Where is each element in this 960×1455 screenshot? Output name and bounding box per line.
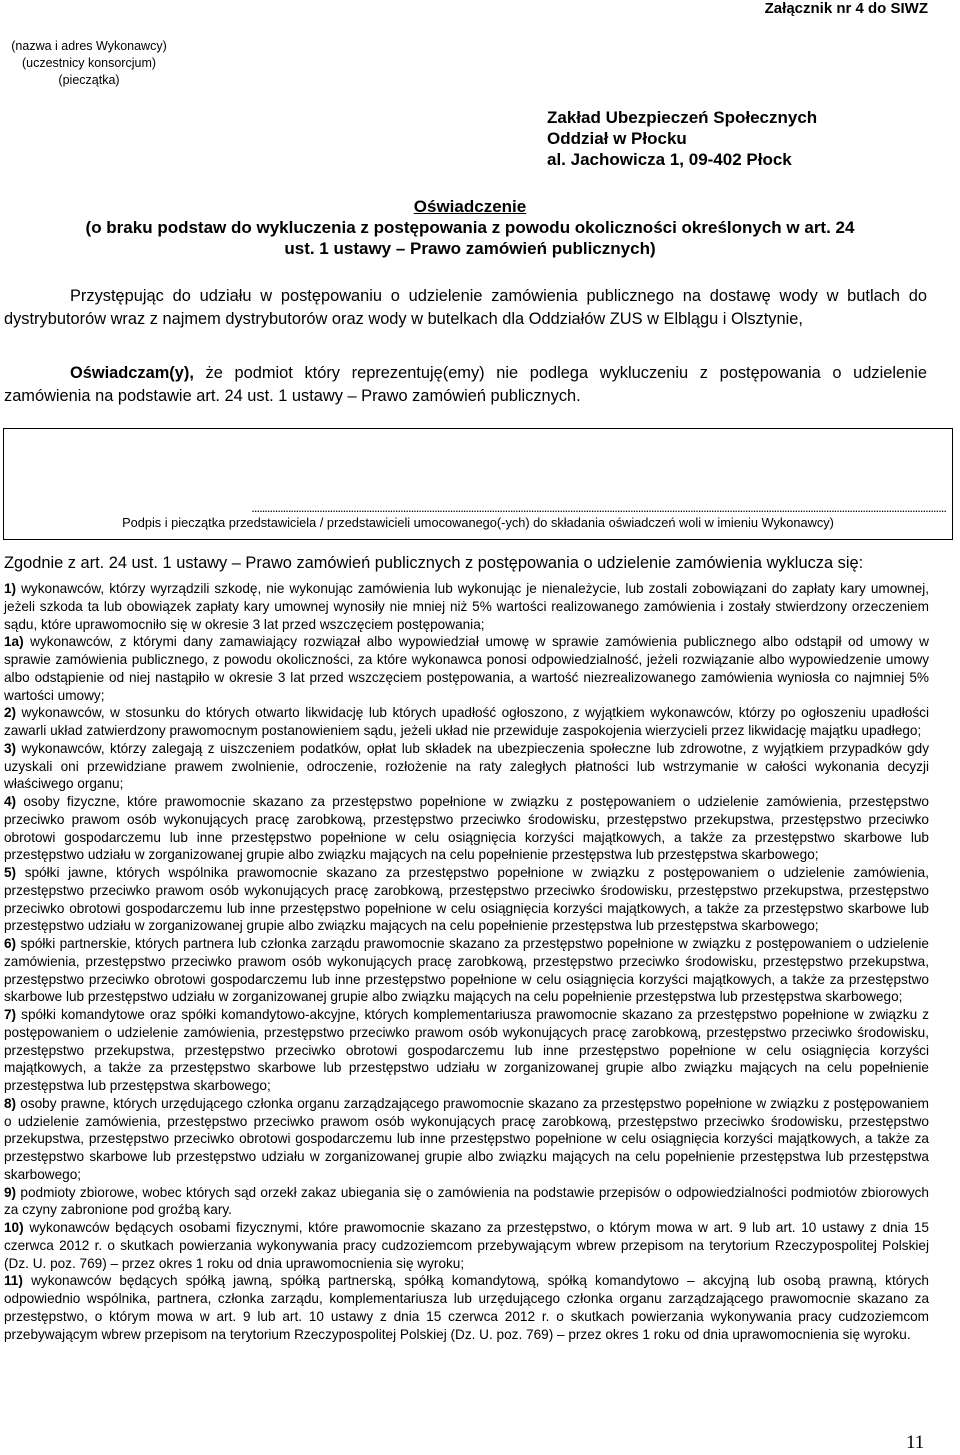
list-item-number: 3) bbox=[4, 740, 17, 756]
list-item bbox=[4, 1272, 929, 1343]
list-item bbox=[4, 793, 929, 864]
list-item bbox=[4, 580, 929, 633]
list-item-text: wykonawców będących osobami fizycznymi, które prawomocnie skazano za przestępstwo, o którym mowa w art. 9 lub art. 10 ustawy z dnia 15 czerwca 2012 r. o skutkach powierzania wykonywania pracy cudzoziemcom przebywającym wbrew przepisom na terytorium Rzeczypospolitej Polskiej (Dz. U. poz. 769) – przez okres 1 roku od dnia uprawomocnienia się wyroku; bbox=[4, 1220, 929, 1271]
list-item bbox=[4, 1095, 929, 1184]
list-item-number: 10) bbox=[4, 1220, 24, 1235]
consortium-label: (uczestnicy konsorcjum) bbox=[21, 56, 157, 70]
page-number: 11 bbox=[906, 1432, 925, 1453]
list-item bbox=[4, 704, 929, 740]
list-item-number: 6) bbox=[4, 936, 17, 951]
intro-paragraph bbox=[4, 285, 927, 330]
list-item bbox=[4, 1006, 929, 1095]
list-item-text: osoby fizyczne, które prawomocnie skazano za przestępstwo popełnione w związku z postępowaniem o udzielenie zamówienia, przestępstwo przeciwko prawom osób wykonujących pracę zarobkową, przestępstwo przeciwko środowisku, przestępstwo przekupstwa, przestępstwo przeciwko obrotowi gospodarczemu lub inne przestępstwo popełnione w celu osiągnięcia korzyści majątkowych, a także za przestępstwo skarbowe lub przestępstwo udziału w zorganizowanej grupie albo związku mających na celu popełnienie przestępstwa lub przestępstwa skarbowego; bbox=[4, 794, 929, 863]
list-item-number: 1a) bbox=[4, 634, 24, 650]
list-item bbox=[4, 864, 929, 935]
list-item-text: osoby prawne, których urzędującego członka organu zarządzającego prawomocnie skazano za przestępstwo popełnione w związku z postępowaniem o udzielenie zamówienia, przestępstwo przeciwko prawom osób wykonujących pracę zarobkową, przestępstwo przeciwko środowisku, przestępstwo przekupstwa, przestępstwo przeciwko obrotowi gospodarczemu lub inne przestępstwo popełnione w celu osiągnięcia korzyści majątkowych, a także za przestępstwo skarbowe lub przestępstwo udziału w zorganizowanej grupie albo związku mających na celu popełnienie przestępstwa lub przestępstwa skarbowego; bbox=[4, 1095, 929, 1182]
list-item bbox=[4, 1184, 929, 1220]
signature-dotted-line: .......................................................................................................................................................................................................................................................................... bbox=[251, 500, 946, 515]
list-item-text: podmioty zbiorowe, wobec których sąd orzekł zakaz ubiegania się o zamówienia na podstawie przepisów o odpowiedzialności podmiotów zbiorowych za czyny zabronione pod groźbą kary. bbox=[4, 1184, 929, 1218]
list-item-number: 7) bbox=[4, 1007, 17, 1022]
title-subtitle: (o braku podstaw do wykluczenia z postępowania z powodu okoliczności określonych w art. 24 ust. 1 ustawy – Prawo zamówień publicznych) bbox=[85, 218, 855, 258]
list-item-number: 1) bbox=[4, 581, 17, 596]
legal-basis-intro: Zgodnie z art. 24 ust. 1 ustawy – Prawo zamówień publicznych z postępowania o udzielenie zamówienia wyklucza się: bbox=[4, 554, 864, 572]
title-heading: Oświadczenie bbox=[413, 197, 527, 216]
declaration-bold: Oświadczam(y), bbox=[70, 364, 194, 382]
list-item-text: wykonawców, w stosunku do których otwarto likwidację lub których upadłość ogłoszono, z wyjątkiem wykonawców, którzy po ogłoszeniu upadłości zawarli układ zatwierdzony prawomocnym postanowieniem sądu, jeżeli układ nie przewiduje zaspokojenia wierzycieli przez likwidację majątku upadłego; bbox=[4, 705, 929, 738]
addressee-line-1: Zakład Ubezpieczeń Społecznych bbox=[547, 108, 818, 127]
contractor-name-label: (nazwa i adres Wykonawcy) bbox=[11, 39, 167, 53]
contractor-stamp-area bbox=[4, 38, 174, 89]
intro-text: Przystępując do udziału w postępowaniu o udzielenie zamówienia publicznego na dostawę wody w butlach do dystrybutorów wraz z najmem dystrybutorów oraz wody w butelkach dla Oddziałów ZUS w Elblągu i Olsztynie, bbox=[4, 287, 927, 328]
list-item bbox=[4, 633, 929, 704]
list-item-text: wykonawców, którzy zalegają z uiszczeniem podatków, opłat lub składek na ubezpieczenia społeczne lub zdrowotne, z wyjątkiem przypadków gdy uzyskali oni przewidziane prawem zwolnienie, odroczenie, rozłożenie na raty zaległych płatności lub wstrzymanie w całości wykonania decyzji właściwego organu; bbox=[4, 740, 929, 792]
document-title bbox=[70, 196, 870, 259]
list-item-text: spółki jawne, których wspólnika prawomocnie skazano za przestępstwo popełnione w związku z postępowaniem o udzielenie zamówienia, przestępstwo przeciwko prawom osób wykonujących pracę zarobkową, przestępstwo przeciwko środowisku, przestępstwo przekupstwa, przestępstwo przeciwko obrotowi gospodarczemu lub inne przestępstwo popełnione w celu osiągnięcia korzyści majątkowych, a także za przestępstwo skarbowe lub przestępstwo udziału w zorganizowanej grupie albo związku mających na celu popełnienie przestępstwa lub przestępstwa skarbowego; bbox=[4, 865, 929, 934]
addressee-line-3: al. Jachowicza 1, 09-402 Płock bbox=[547, 150, 792, 169]
list-item-number: 4) bbox=[4, 794, 17, 809]
stamp-label: (pieczątka) bbox=[58, 73, 120, 87]
list-item bbox=[4, 740, 929, 793]
list-item-number: 2) bbox=[4, 705, 17, 721]
list-item-number: 5) bbox=[4, 865, 17, 880]
declaration-paragraph bbox=[4, 362, 927, 407]
list-item-number: 9) bbox=[4, 1184, 17, 1200]
signature-box bbox=[3, 428, 953, 540]
list-item-number: 11) bbox=[4, 1273, 23, 1289]
list-item-text: spółki partnerskie, których partnera lub członka zarządu prawomocnie skazano za przestępstwo popełnione w związku z postępowaniem o udzielenie zamówienia, przestępstwo przeciwko prawom osób wykonujących pracę zarobkową, przestępstwo przeciwko środowisku, przestępstwo przekupstwa, przestępstwo przeciwko obrotowi gospodarczemu lub inne przestępstwo popełnione w celu osiągnięcia korzyści majątkowych, a także za przestępstwo skarbowe lub przestępstwo udziału w zorganizowanej grupie albo związku mających na celu popełnienie przestępstwa lub przestępstwa skarbowego; bbox=[4, 936, 929, 1005]
list-item-text: wykonawców będących spółką jawną, spółką partnerską, spółką komandytową, spółką komandytowo – akcyjną lub osobą prawną, których odpowiednio wspólnika, partnera, członka zarządu, komplementariusza lub urzędującego członka organu zarządzającego prawomocnie skazano za przestępstwo, o którym mowa w art. 9 lub art. 10 ustawy z dnia 15 czerwca 2012 r. o skutkach powierzania wykonywania pracy cudzoziemcom przebywającym wbrew przepisom na terytorium Rzeczypospolitej Polskiej (Dz. U. poz. 769) – przez okres 1 roku od dnia uprawomocnienia się wyroku. bbox=[4, 1273, 929, 1342]
list-item bbox=[4, 935, 929, 1006]
declaration-text: że podmiot który reprezentuję(emy) nie podlega wykluczeniu z postępowania o udzielenie zamówienia na podstawie art. 24 ust. 1 ustawy – Prawo zamówień publicznych. bbox=[4, 364, 927, 405]
list-item-text: wykonawców, którzy wyrządzili szkodę, nie wykonując zamówienia lub wykonując je nienależycie, lub zostali zobowiązani do zapłaty kary umownej, jeżeli szkoda ta lub obowiązek zapłaty kary umownej wynosiły nie mniej niż 5% wartości realizowanego zamówienia i zostały stwierdzony orzeczeniem sądu, które uprawomocniło się w okresie 3 lat przed wszczęciem postępowania; bbox=[4, 581, 929, 632]
list-item-text: wykonawców, z którymi dany zamawiający rozwiązał albo wypowiedział umowę w sprawie zamówienia publicznego albo odstąpił od umowy w sprawie zamówienia publicznego, z powodu okoliczności, za które wykonawca ponosi odpowiedzialność, jeżeli rozwiązanie albo wypowiedzenie umowy albo odstąpienie od niej nastąpiło w okresie 3 lat przed wszczęciem postępowania, a wartość niezrealizowanego zamówienia wyniosła co najmniej 5% wartości umowy; bbox=[4, 634, 929, 703]
exclusion-list bbox=[4, 580, 929, 1343]
annex-label: Załącznik nr 4 do SIWZ bbox=[764, 0, 928, 17]
addressee-block bbox=[547, 107, 817, 170]
signature-label: Podpis i pieczątka przedstawiciela / przedstawicieli umocowanego(-ych) do składania oświadczeń woli w imieniu Wykonawcy) bbox=[122, 515, 834, 530]
list-item bbox=[4, 1219, 929, 1272]
list-item-number: 8) bbox=[4, 1095, 17, 1111]
addressee-line-2: Oddział w Płocku bbox=[547, 129, 687, 148]
list-item-text: spółki komandytowe oraz spółki komandytowo-akcyjne, których komplementariusza prawomocnie skazano za przestępstwo popełnione w związku z postępowaniem o udzielenie zamówienia, przestępstwo przeciwko prawom osób wykonujących pracę zarobkową, przestępstwo przeciwko środowisku, przestępstwo przekupstwa, przestępstwo przeciwko obrotowi gospodarczemu lub inne przestępstwo popełnione w celu osiągnięcia korzyści majątkowych, a także za przestępstwo skarbowe lub przestępstwo udziału w zorganizowanej grupie albo związku mających na celu popełnienie przestępstwa lub przestępstwa skarbowego; bbox=[4, 1007, 929, 1093]
